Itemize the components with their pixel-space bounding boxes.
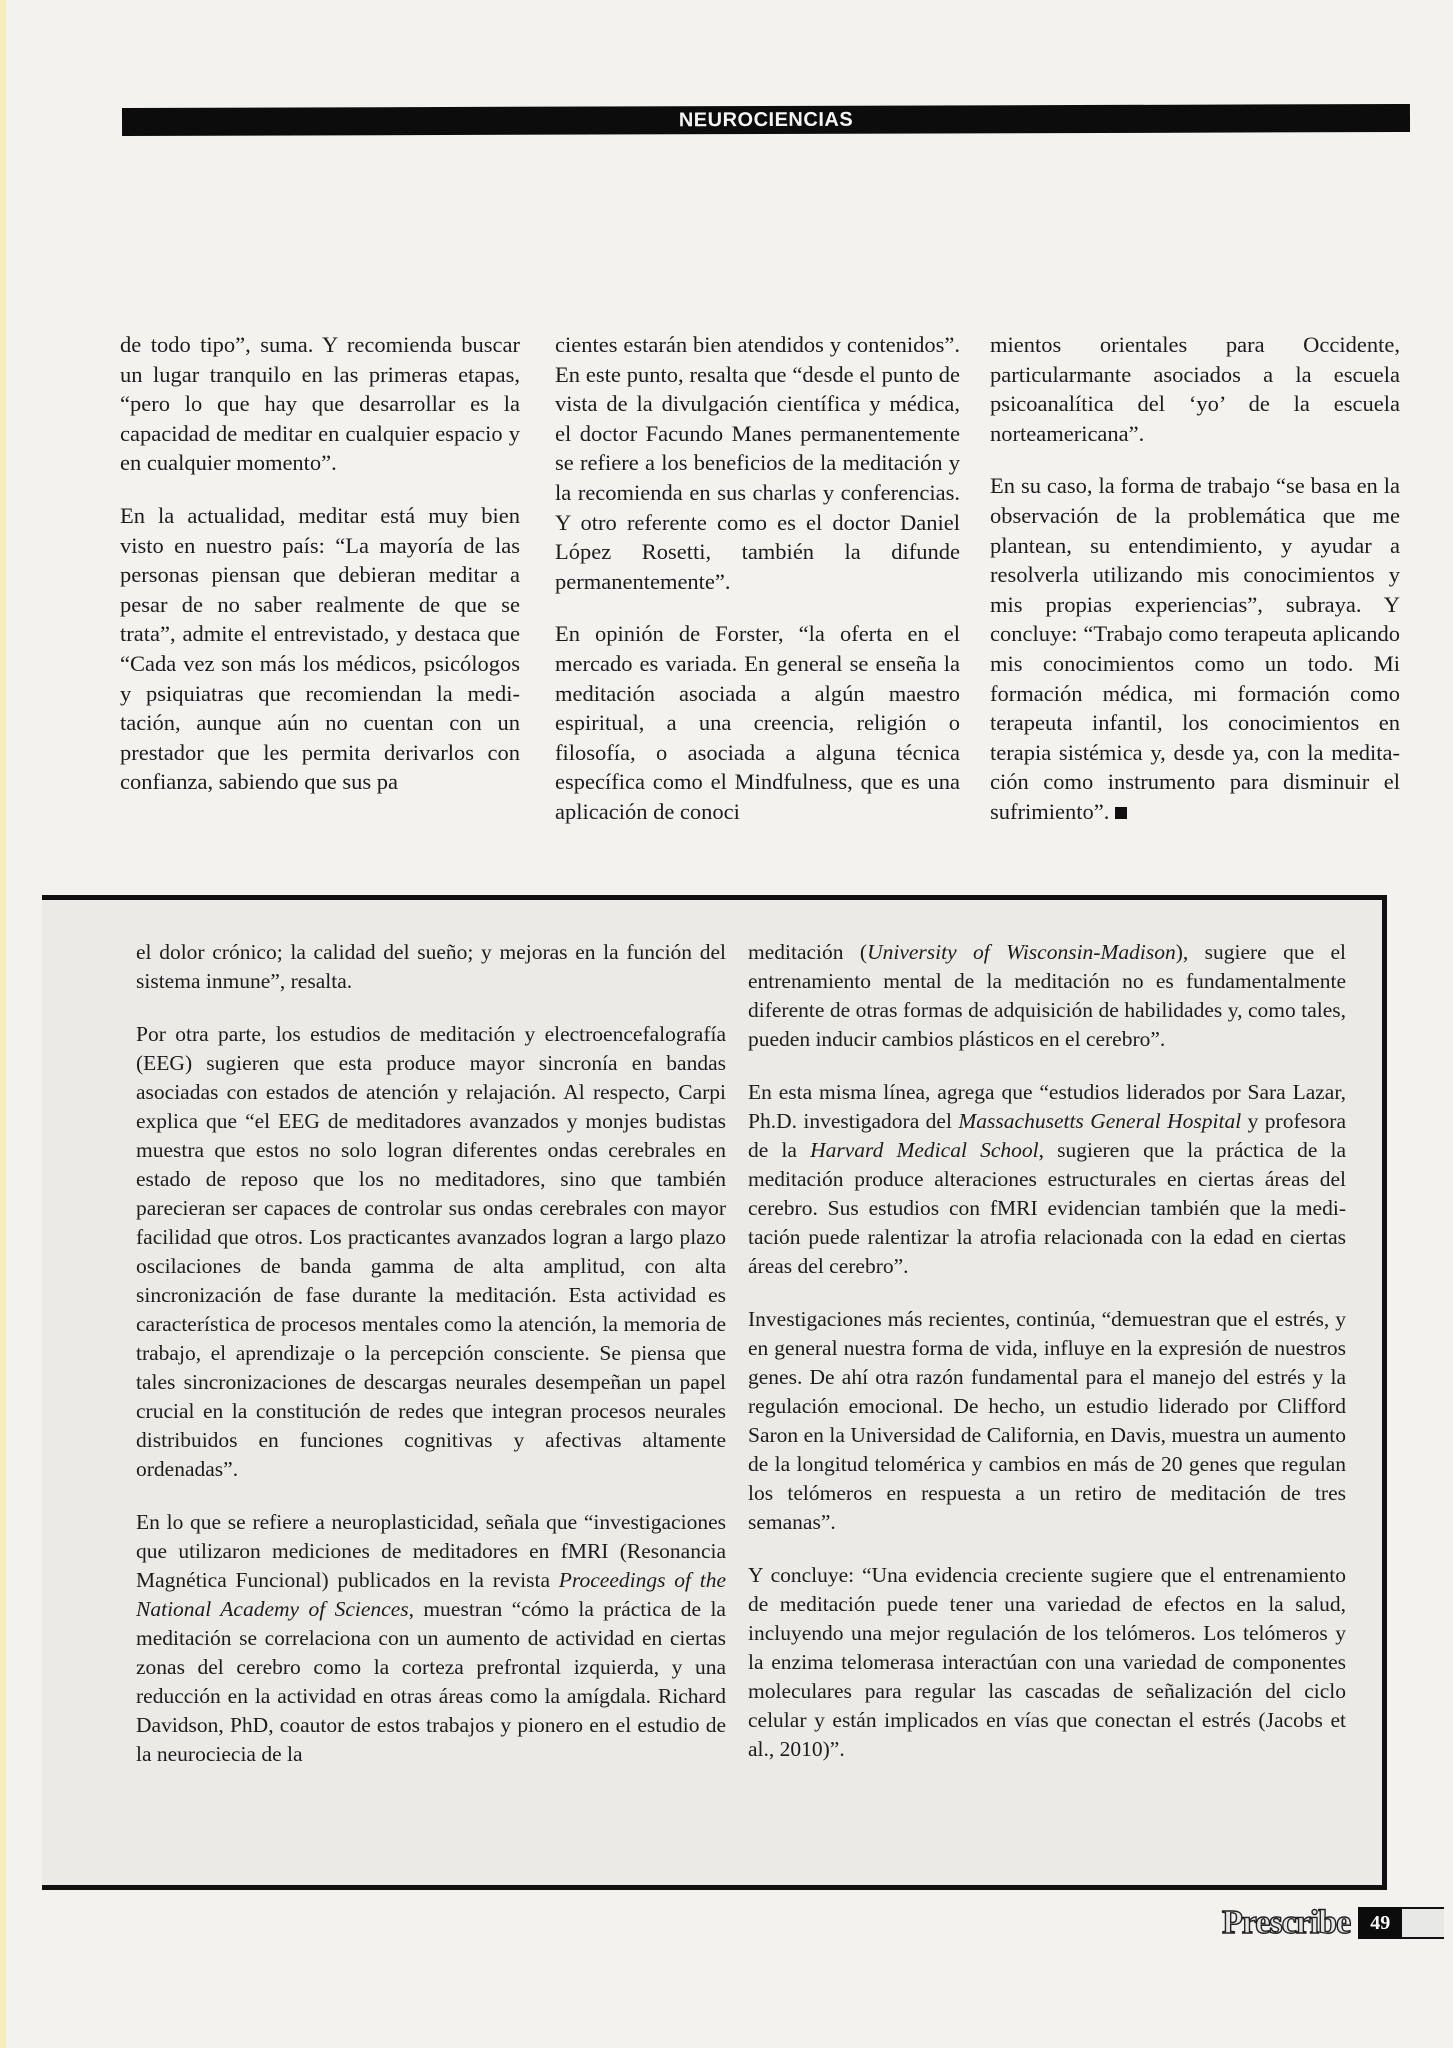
paragraph: En esta misma línea, agrega que “estudios liderados por Sara Lazar, Ph.D. investigadora del Massachusetts General Hospital y profesora de la Harvard Medical School, sugieren que la práctica de la meditación produce alteraciones estructurales en ciertas áreas del cerebro. Sus estudios con fMRI evidencian también que la meditación puede ralentizar la atrofia relacionada con la edad en ciertas áreas del cerebro”. bbox=[748, 1080, 1347, 1278]
paragraph: de todo tipo”, suma. Y recomienda buscar un lugar tranquilo en las primeras etapas, “pero lo que hay que desarrollar es la capacidad de meditar en cualquier espacio y en cualquier momento”. bbox=[120, 332, 520, 476]
page-tab-decoration bbox=[1402, 1907, 1444, 1939]
paragraph: En la actualidad, meditar está muy bien visto en nuestro país: “La mayoría de las personas piensan que debieran meditar a pesar de no saber realmente de que se trata”, admite el entrevistado, y destaca que “Cada vez son más los médicos, psicólogos y psiquiatras que recomiendan la meditación, aunque aún no cuentan con un prestador que les permita derivarlos con confianza, sabiendo que sus pa bbox=[120, 502, 520, 795]
article-column-2 bbox=[555, 330, 960, 850]
page-footer bbox=[1222, 1906, 1444, 1940]
page-number: 49 bbox=[1358, 1907, 1402, 1939]
box-column-left bbox=[136, 938, 726, 1793]
paragraph: cientes estarán bien atendidos y contenidos”. En este punto, resalta que “desde el punto de vista de la divulgación científica y médica, el doctor Facundo Manes permanentemente se refiere a los beneficios de la meditación y la recomienda en sus charlas y conferencias. Y otro referente como es el doctor Daniel López Rosetti, también la difunde permanentemente”. bbox=[555, 332, 960, 594]
section-title: NEUROCIENCIAS bbox=[678, 108, 854, 131]
paragraph: meditación (University of Wisconsin-Madison), sugiere que el entrenamiento mental de la meditación no es fundamentalmente diferente de otras formas de adquisición de habilidades y, como tales, pueden inducir cambios plásticos en el cerebro”. bbox=[748, 940, 1346, 1051]
paragraph: En su caso, la forma de trabajo “se basa en la observación de la problemática que me plantean, su entendimiento, y ayudar a resolverla utilizando mis conocimientos y mis propias experiencias”, subraya. Y concluye: “Trabajo como terapeuta aplicando mis conocimientos como un todo. Mi formación médica, mi formación como terapeuta infantil, los conocimientos en terapia sistémica y, desde ya, con la meditación como instrumento para disminuir el sufrimiento”. bbox=[990, 473, 1400, 824]
box-column-right bbox=[748, 938, 1346, 1788]
paragraph: Y concluye: “Una evidencia creciente sugiere que el entrenamiento de meditación puede tener una variedad de efectos en la salud, incluyendo una mejor regulación de los telómeros. Los telómeros y la enzima telomerasa interactúan con una variedad de componentes moleculares para regular las cascadas de señalización del ciclo celular y están implicados en vías que conectan el estrés (Jacobs et al., 2010)”. bbox=[748, 1563, 1346, 1761]
article-column-1 bbox=[120, 330, 520, 820]
end-of-article-mark-icon bbox=[1115, 807, 1127, 819]
page-edge bbox=[0, 0, 6, 2048]
journal-title: Proceedings of the National Academy of Sciences bbox=[136, 1568, 726, 1621]
institution-name: Massachusetts General Hospital bbox=[958, 1109, 1242, 1133]
paragraph: el dolor crónico; la calidad del sueño; y mejoras en la función del sistema inmune”, resalta. bbox=[136, 940, 726, 993]
paragraph: Por otra parte, los estudios de meditación y electroencefalografía (EEG) sugieren que esta produce mayor sincronía en bandas asociadas con estados de atención y relajación. Al respecto, Carpi explica que “el EEG de meditadores avanzados y monjes budistas muestra que estos no solo logran diferentes ondas cerebrales en estado de reposo que los no meditadores, sino que también parecieran ser capaces de controlar sus ondas cerebrales con mayor facilidad que otros. Los practicantes avanzados logran a largo plazo oscilaciones de banda gamma de alta amplitud, con alta sincronización de fase durante la meditación. Esta actividad es característica de procesos mentales como la atención, la memoria de trabajo, el aprendizaje o la percepción consciente. Se piensa que tales sincronizaciones de descargas neurales desempeñan un papel crucial en la constitución de redes que integran procesos neurales distribuidos en funciones cognitivas y afectivas altamente ordenadas”. bbox=[136, 1022, 726, 1481]
paragraph: mientos orientales para Occidente, particularmante asociados a la escuela psicoanalítica del ‘yo’ de la escuela norteamericana”. bbox=[990, 332, 1400, 446]
institution-name: University of Wisconsin-Madison bbox=[867, 940, 1176, 964]
institution-name: Harvard Medical School bbox=[810, 1138, 1039, 1162]
paragraph: En lo que se refiere a neuroplasticidad, señala que “investigaciones que utilizaron mediciones de meditadores en fMRI (Resonancia Magnética Funcional) publicados en la revista Proceedings of the National Academy of Sciences, muestran “cómo la práctica de la meditación se correlaciona con un aumento de actividad en ciertas zonas del cerebro como la corteza prefrontal izquierda, y una reducción en la actividad en otras áreas como la amígdala. Richard Davidson, PhD, coautor de estos trabajos y pionero en el estudio de la neurociecia de la bbox=[136, 1510, 726, 1766]
magazine-logo: Prescribe bbox=[1222, 1904, 1351, 1941]
paragraph: Investigaciones más recientes, continúa, “demuestran que el estrés, y en general nuestra forma de vida, influye en la expresión de nuestros genes. De ahí otra razón fundamental para el manejo del estrés y la regulación emocional. De hecho, un estudio liderado por Clifford Saron en la Universidad de California, en Davis, muestra un aumento de la longitud telomérica y cambios en más de 20 genes que regulan los telómeros en respuesta a un retiro de meditación de tres semanas”. bbox=[748, 1307, 1346, 1534]
section-header-bar bbox=[122, 104, 1410, 136]
article-column-3 bbox=[990, 330, 1400, 850]
paragraph: En opinión de Forster, “la oferta en el mercado es variada. En general se enseña la meditación asociada a algún maestro espiritual, a una creencia, religión o filosofía, o asociada a alguna técnica específica como el Mindfulness, que es una aplicación de conoci bbox=[555, 621, 960, 824]
